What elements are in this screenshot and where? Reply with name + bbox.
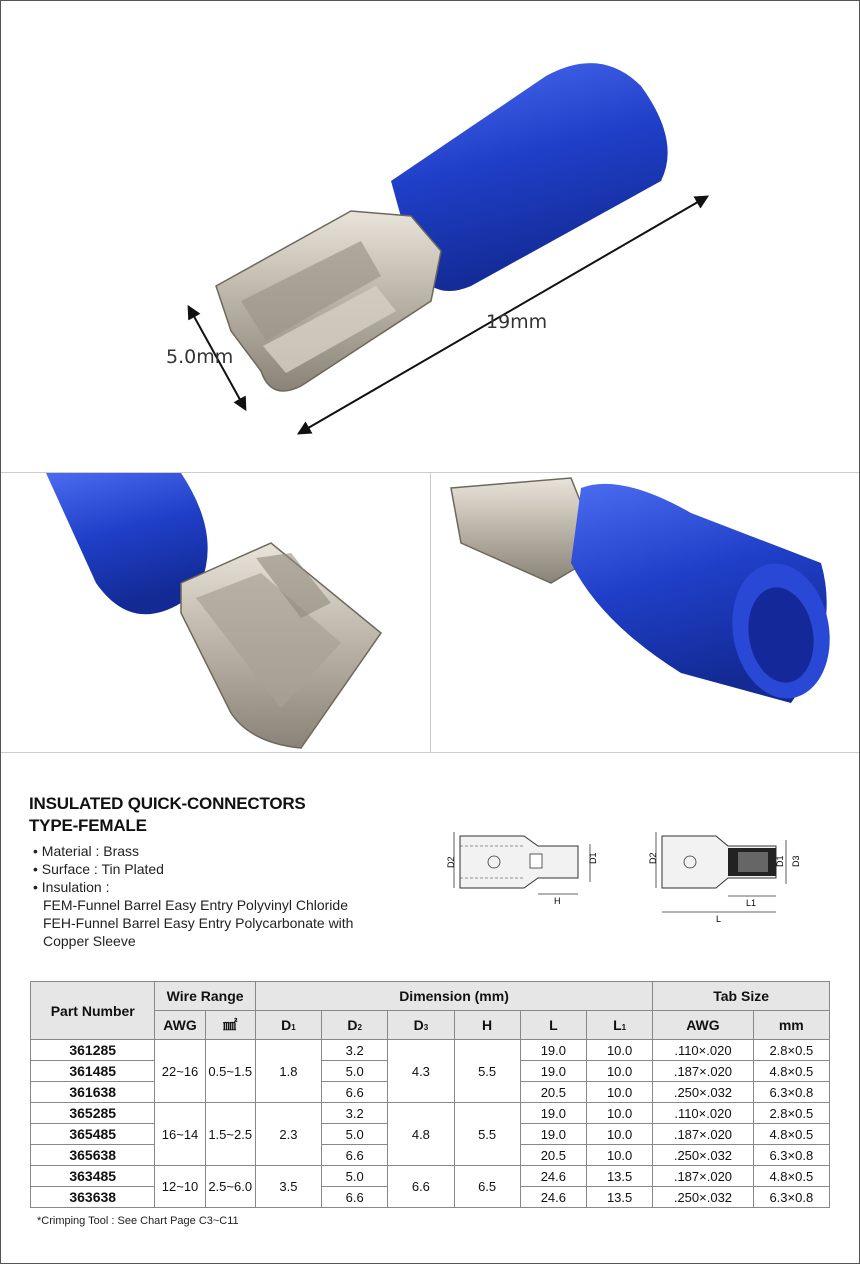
d2-cell: 3.2 <box>322 1040 388 1061</box>
part-number-cell: 361285 <box>31 1040 155 1061</box>
tab-awg-cell: .110×.020 <box>653 1040 753 1061</box>
tab-mm-cell: 4.8×0.5 <box>753 1061 829 1082</box>
l-cell: 20.5 <box>520 1082 586 1103</box>
col-l: L <box>520 1011 586 1040</box>
col-d3: D3 <box>388 1011 454 1040</box>
l-cell: 24.6 <box>520 1166 586 1187</box>
crimping-tool-note: *Crimping Tool : See Chart Page C3~C11 <box>37 1215 239 1227</box>
mm2-cell: 0.5~1.5 <box>205 1040 255 1103</box>
awg-cell: 22~16 <box>155 1040 205 1103</box>
awg-cell: 16~14 <box>155 1103 205 1166</box>
title-line-1: INSULATED QUICK-CONNECTORS <box>29 794 306 813</box>
tab-awg-cell: .187×.020 <box>653 1124 753 1145</box>
spec-fem: FEM-Funnel Barrel Easy Entry Polyvinyl Chloride <box>43 897 348 913</box>
part-number-cell: 361485 <box>31 1061 155 1082</box>
product-photo-row <box>1 472 859 753</box>
tab-mm-cell: 6.3×0.8 <box>753 1145 829 1166</box>
l1-cell: 10.0 <box>586 1040 652 1061</box>
l1-cell: 13.5 <box>586 1187 652 1208</box>
dimension-drawing <box>446 824 806 924</box>
tab-awg-cell: .187×.020 <box>653 1166 753 1187</box>
label-d2-b: D2 <box>648 852 658 864</box>
spec-table <box>30 981 830 1208</box>
spec-feh: FEH-Funnel Barrel Easy Entry Polycarbonate with <box>43 915 354 931</box>
spec-material: • Material : Brass <box>33 843 140 859</box>
tab-awg-cell: .187×.020 <box>653 1061 753 1082</box>
label-l1: L1 <box>746 898 757 908</box>
h-cell: 6.5 <box>454 1166 520 1208</box>
tab-awg-cell: .250×.032 <box>653 1145 753 1166</box>
d2-cell: 6.6 <box>322 1082 388 1103</box>
d2-cell: 5.0 <box>322 1061 388 1082</box>
connector-illustration <box>1 1 859 471</box>
col-l1: L1 <box>586 1011 652 1040</box>
part-number-cell: 365638 <box>31 1145 155 1166</box>
d2-cell: 3.2 <box>322 1103 388 1124</box>
spec-feh-cont: Copper Sleeve <box>43 933 136 949</box>
label-d1: D1 <box>588 852 598 864</box>
tab-mm-cell: 2.8×0.5 <box>753 1040 829 1061</box>
col-h: H <box>454 1011 520 1040</box>
feh-diagram <box>648 832 801 924</box>
spec-list <box>33 842 353 950</box>
part-number-cell: 361638 <box>31 1082 155 1103</box>
product-photo-main <box>1 1 859 471</box>
l1-cell: 10.0 <box>586 1061 652 1082</box>
spec-insulation: • Insulation : <box>33 879 110 895</box>
label-d1-b: D1 <box>775 855 785 867</box>
spec-surface: • Surface : Tin Plated <box>33 861 164 877</box>
title-line-2: TYPE-FEMALE <box>29 816 147 835</box>
table-row <box>31 1103 830 1124</box>
col-d1: D1 <box>255 1011 321 1040</box>
d2-cell: 6.6 <box>322 1145 388 1166</box>
l1-cell: 10.0 <box>586 1082 652 1103</box>
col-wire-range: Wire Range <box>155 982 255 1011</box>
part-number-cell: 365285 <box>31 1103 155 1124</box>
section-title <box>29 793 306 837</box>
l-cell: 19.0 <box>520 1040 586 1061</box>
d3-cell: 4.3 <box>388 1040 454 1103</box>
table-row <box>31 1040 830 1061</box>
label-d3: D3 <box>791 855 801 867</box>
l-cell: 19.0 <box>520 1124 586 1145</box>
tab-mm-cell: 4.8×0.5 <box>753 1166 829 1187</box>
width-dimension-label: 5.0mm <box>166 346 234 368</box>
d1-cell: 2.3 <box>255 1103 321 1166</box>
d3-cell: 6.6 <box>388 1166 454 1208</box>
l-cell: 19.0 <box>520 1103 586 1124</box>
label-h: H <box>554 896 561 906</box>
tab-mm-cell: 6.3×0.8 <box>753 1082 829 1103</box>
tab-awg-cell: .110×.020 <box>653 1103 753 1124</box>
tab-awg-cell: .250×.032 <box>653 1082 753 1103</box>
label-d2: D2 <box>446 856 456 868</box>
tab-awg-cell: .250×.032 <box>653 1187 753 1208</box>
col-part-number: Part Number <box>31 982 155 1040</box>
mm2-cell: 2.5~6.0 <box>205 1166 255 1208</box>
d2-cell: 6.6 <box>322 1187 388 1208</box>
awg-cell: 12~10 <box>155 1166 205 1208</box>
d1-cell: 3.5 <box>255 1166 321 1208</box>
l-cell: 20.5 <box>520 1145 586 1166</box>
l-cell: 19.0 <box>520 1061 586 1082</box>
table-row <box>31 1166 830 1187</box>
tab-mm-cell: 2.8×0.5 <box>753 1103 829 1124</box>
mm2-cell: 1.5~2.5 <box>205 1103 255 1166</box>
fem-diagram <box>446 832 598 906</box>
l1-cell: 13.5 <box>586 1166 652 1187</box>
d1-cell: 1.8 <box>255 1040 321 1103</box>
product-photo-rear <box>430 473 860 752</box>
l1-cell: 10.0 <box>586 1145 652 1166</box>
col-tab-awg: AWG <box>653 1011 753 1040</box>
l-cell: 24.6 <box>520 1187 586 1208</box>
col-tab-size: Tab Size <box>653 982 830 1011</box>
col-awg: AWG <box>155 1011 205 1040</box>
d2-cell: 5.0 <box>322 1124 388 1145</box>
label-l: L <box>716 914 722 924</box>
h-cell: 5.5 <box>454 1103 520 1166</box>
dimension-diagrams <box>446 824 806 924</box>
l1-cell: 10.0 <box>586 1124 652 1145</box>
product-photo-front <box>1 473 429 752</box>
tab-mm-cell: 6.3×0.8 <box>753 1187 829 1208</box>
part-number-cell: 363638 <box>31 1187 155 1208</box>
col-tab-mm: mm <box>753 1011 829 1040</box>
length-dimension-label: 19mm <box>486 311 548 333</box>
d3-cell: 4.8 <box>388 1103 454 1166</box>
h-cell: 5.5 <box>454 1040 520 1103</box>
col-d2: D2 <box>322 1011 388 1040</box>
l1-cell: 10.0 <box>586 1103 652 1124</box>
d2-cell: 5.0 <box>322 1166 388 1187</box>
part-number-cell: 363485 <box>31 1166 155 1187</box>
col-mm2: ㎟ <box>205 1011 255 1040</box>
part-number-cell: 365485 <box>31 1124 155 1145</box>
tab-mm-cell: 4.8×0.5 <box>753 1124 829 1145</box>
col-dimension: Dimension (mm) <box>255 982 652 1011</box>
